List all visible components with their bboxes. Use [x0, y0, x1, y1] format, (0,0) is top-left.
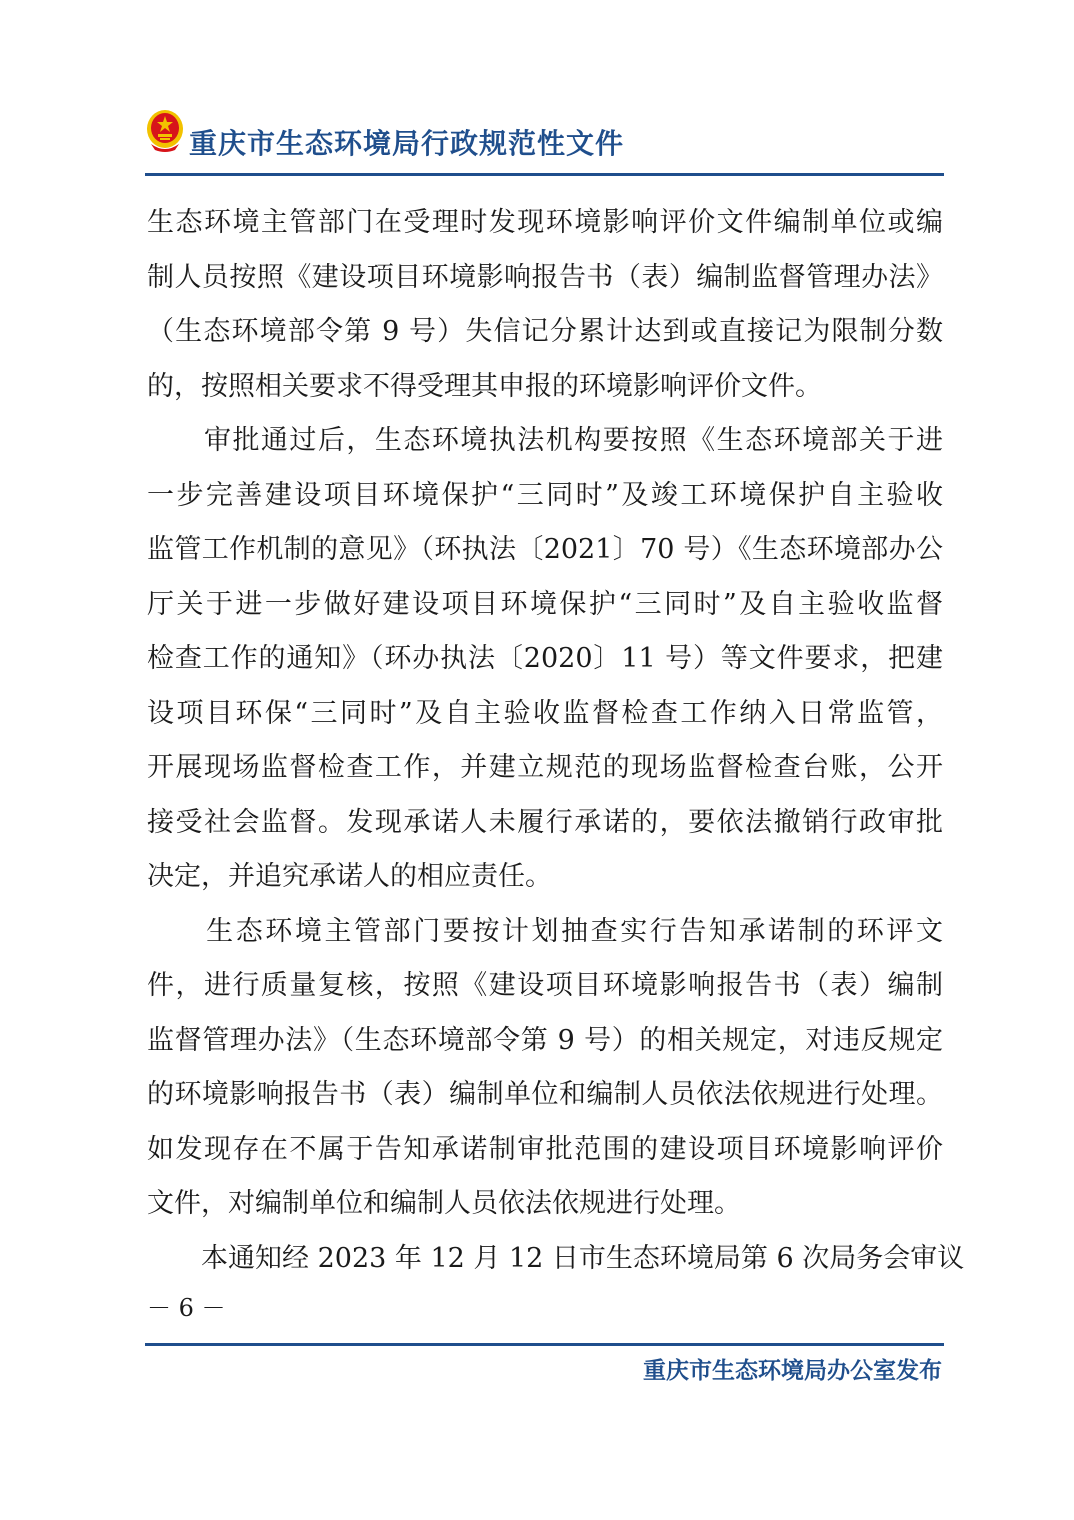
body-line: 设项目环保“三同时”及自主验收监督检查工作纳入日常监管，	[147, 697, 943, 729]
body-line: 文件，对编制单位和编制人员依法依规进行处理。	[147, 1188, 741, 1219]
body-line: 生态环境主管部门要按计划抽查实行告知承诺制的环评文	[147, 915, 943, 947]
body-line: 一步完善建设项目环境保护“三同时”及竣工环境保护自主验收	[147, 479, 943, 511]
body-line: 的，按照相关要求不得受理其申报的环境影响评价文件。	[147, 370, 822, 402]
body-line: 厅关于进一步做好建设项目环境保护“三同时”及自主验收监督	[147, 588, 943, 620]
body-line: 生态环境主管部门在受理时发现环境影响评价文件编制单位或编	[147, 207, 943, 238]
body-line: 审批通过后，生态环境执法机构要按照《生态环境部关于进	[147, 425, 943, 456]
body-line: 开展现场监督检查工作，并建立规范的现场监督检查台账，公开	[147, 752, 943, 783]
body-line: 监督管理办法》（生态环境部令第 9 号）的相关规定，对违反规定	[147, 1024, 943, 1056]
header-title: 重庆市生态环境局行政规范性文件	[189, 127, 625, 160]
body-line: 监管工作机制的意见》（环执法〔2021〕70 号）《生态环境部办公	[147, 534, 943, 565]
body-line: 本通知经 2023 年 12 月 12 日市生态环境局第 6 次局务会审议	[147, 1242, 965, 1274]
document-header	[145, 108, 945, 170]
body-line: 检查工作的通知》（环办执法〔2020〕11 号）等文件要求，把建	[147, 643, 943, 674]
document-body	[147, 196, 965, 1286]
body-line: 如发现存在不属于告知承诺制审批范围的建设项目环境影响评价	[147, 1133, 943, 1165]
body-line: 接受社会监督。发现承诺人未履行承诺的，要依法撤销行政审批	[147, 806, 943, 838]
national-emblem-icon	[145, 108, 185, 154]
body-line: 决定，并追究承诺人的相应责任。	[147, 861, 552, 892]
body-line: 制人员按照《建设项目环境影响报告书（表）编制监督管理办法》	[147, 261, 943, 293]
page-number: － 6 －	[147, 1294, 226, 1322]
body-line: （生态环境部令第 9 号）失信记分累计达到或直接记为限制分数	[147, 316, 943, 347]
footer-issuer: 重庆市生态环境局办公室发布	[643, 1358, 942, 1384]
header-divider	[145, 173, 944, 176]
footer-divider	[145, 1343, 944, 1346]
body-line: 件，进行质量复核，按照《建设项目环境影响报告书（表）编制	[147, 970, 943, 1001]
body-line: 的环境影响报告书（表）编制单位和编制人员依法依规进行处理。	[147, 1079, 943, 1110]
